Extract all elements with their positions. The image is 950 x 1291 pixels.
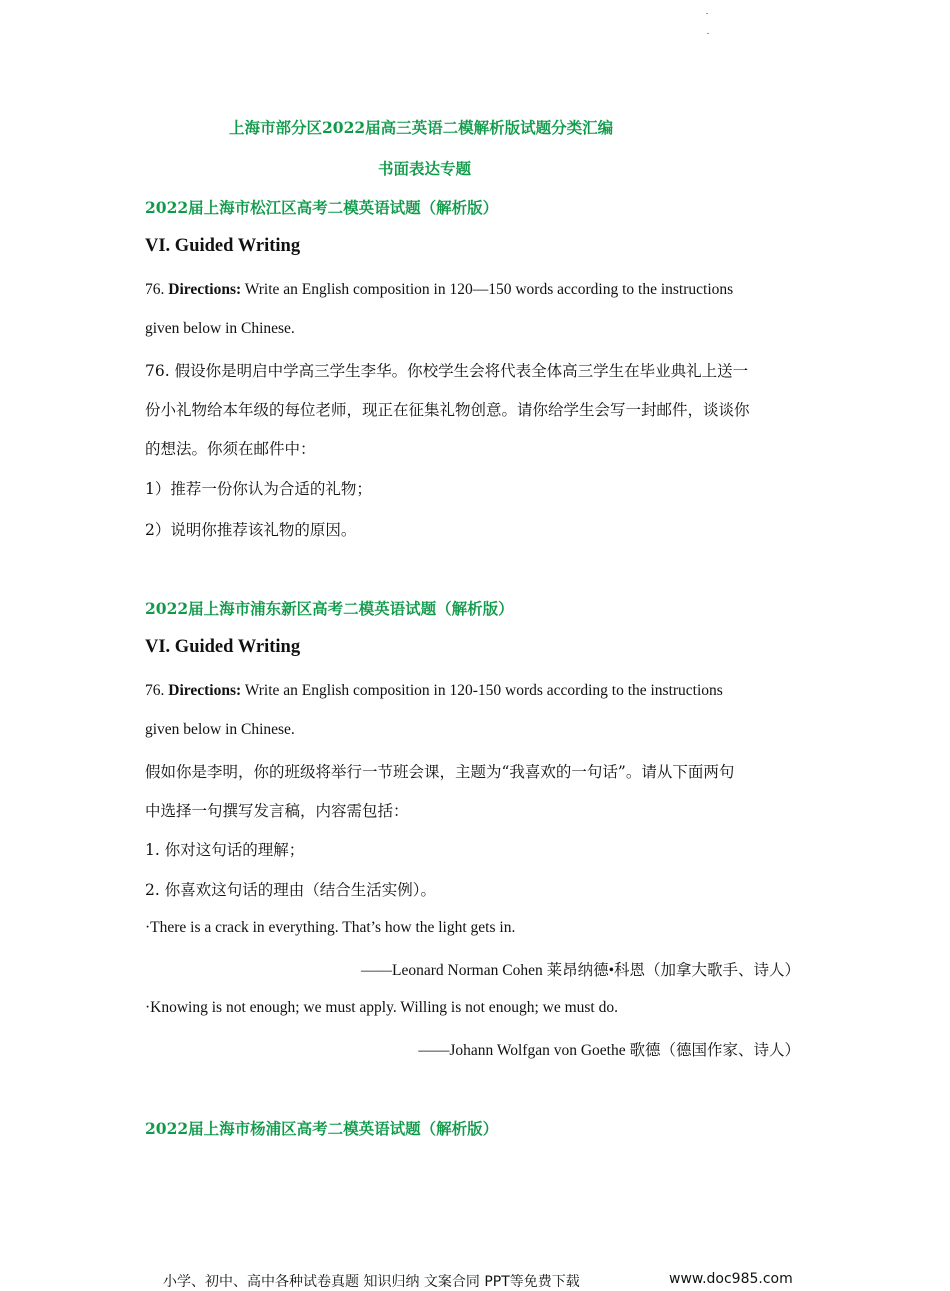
prompt-line: 的想法。你须在邮件中： <box>145 440 316 458</box>
prompt-line: 2）说明你推荐该礼物的原因。 <box>145 521 357 539</box>
section-part-title: VI. Guided Writing <box>145 637 301 657</box>
footer-text: 小学、初中、高中各种试卷真题 知识归纳 文案合同 PPT等免费下载 <box>163 1274 580 1290</box>
document-subtitle: 书面表达专题 <box>378 159 472 178</box>
quote-text: ·Knowing is not enough; we must apply. Willing is not enough; we must do. <box>145 999 618 1016</box>
section-heading-pudong: 2022届上海市浦东新区高考二模英语试题（解析版） <box>145 599 514 618</box>
section-heading-songjiang: 2022届上海市松江区高考二模英语试题（解析版） <box>145 198 499 217</box>
question-number: 76. <box>145 682 165 699</box>
section-part-title: VI. Guided Writing <box>145 236 301 256</box>
prompt-line: 假如你是李明，你的班级将举行一节班会课，主题为“我喜欢的一句话”。请从下面两句 <box>145 763 735 781</box>
section-heading-yangpu: 2022届上海市杨浦区高考二模英语试题（解析版） <box>145 1119 499 1138</box>
quote-author: ——Johann Wolfgan von Goethe 歌德（德国作家、诗人） <box>418 1042 800 1059</box>
directions-line <box>145 281 733 299</box>
prompt-line: 2. 你喜欢这句话的理由（结合生活实例）。 <box>145 881 436 899</box>
decorative-dot <box>706 13 708 14</box>
decorative-dot <box>707 33 709 34</box>
prompt-line: 76. 假设你是明启中学高三学生李华。你校学生会将代表全体高三学生在毕业典礼上送一 <box>145 362 749 380</box>
directions-continuation: given below in Chinese. <box>145 721 295 738</box>
quote-author: ——Leonard Norman Cohen 莱昂纳德•科恩（加拿大歌手、诗人） <box>361 962 800 979</box>
prompt-line: 1. 你对这句话的理解； <box>145 841 305 859</box>
directions-line <box>145 682 723 700</box>
prompt-line: 中选择一句撰写发言稿，内容需包括： <box>145 802 409 820</box>
prompt-line: 1）推荐一份你认为合适的礼物； <box>145 480 372 498</box>
question-number: 76. <box>145 281 165 298</box>
prompt-line: 份小礼物给本年级的每位老师，现正在征集礼物创意。请你给学生会写一封邮件，谈谈你 <box>145 401 750 419</box>
directions-label: Directions: <box>168 281 242 298</box>
directions-label: Directions: <box>168 682 242 699</box>
directions-continuation: given below in Chinese. <box>145 320 295 337</box>
directions-text: Write an English composition in 120—150 words according to the instructions <box>241 281 734 298</box>
footer-url[interactable]: www.doc985.com <box>669 1271 793 1287</box>
quote-text: ·There is a crack in everything. That’s how the light gets in. <box>145 919 516 936</box>
directions-text: Write an English composition in 120-150 words according to the instructions <box>241 682 723 699</box>
document-title: 上海市部分区2022届高三英语二模解析版试题分类汇编 <box>229 118 614 137</box>
